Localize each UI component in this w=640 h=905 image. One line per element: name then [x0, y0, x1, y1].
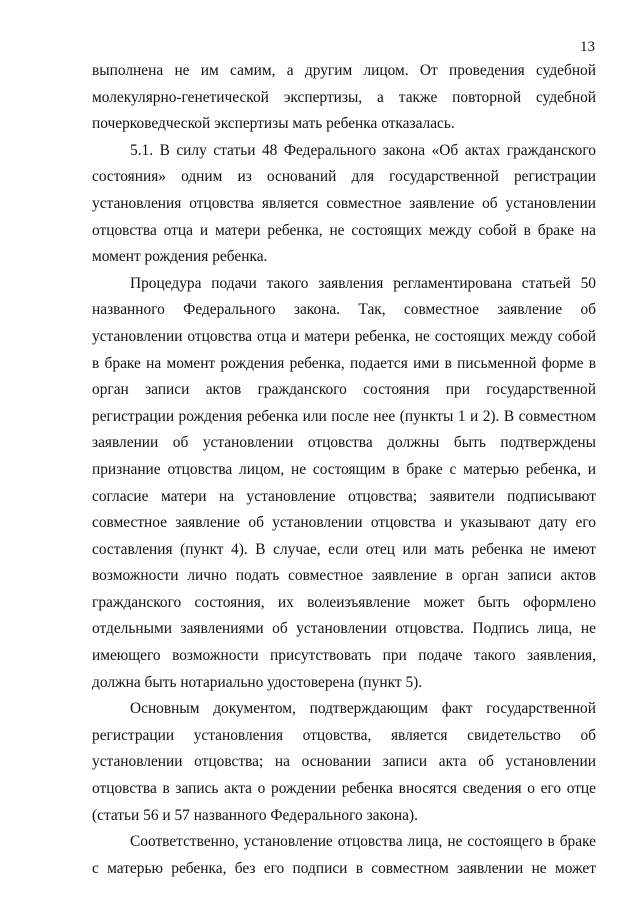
text-line: должна быть нотариально удостоверена (пункт 5).	[92, 673, 423, 691]
text-line: отдельными заявлениями об установлении отцовства. Подпись лица, не	[92, 620, 596, 638]
text-line: заявлении об установлении отцовства должны быть подтверждены	[92, 434, 596, 452]
text-line: названного Федерального закона. Так, совместное заявление об	[92, 301, 596, 319]
text-line: регистрации установления отцовства, является свидетельство об	[92, 726, 596, 744]
text-line: составления (пункт 4). В случае, если отец или мать ребенка не имеют	[92, 540, 596, 558]
text-line: орган записи актов гражданского состояния при государственной	[92, 381, 596, 399]
text-line: установлении отцовства отца и матери ребенка, не состоящих между собой	[92, 327, 596, 345]
text-line: с матерью ребенка, без его подписи в совместном заявлении не может	[92, 859, 596, 877]
text-line: отцовства отца и матери ребенка, не состоящих между собой в браке на	[92, 221, 596, 239]
text-line: Основным документом, подтверждающим факт государственной	[130, 700, 596, 718]
page-number: 13	[580, 39, 595, 55]
text-line: (статьи 56 и 57 названного Федерального закона).	[92, 806, 418, 824]
text-line: почерковедческой экспертизы мать ребенка отказалась.	[92, 115, 455, 133]
text-line: согласие матери на установление отцовства; заявители подписывают	[92, 487, 596, 505]
paragraph	[92, 58, 596, 138]
text-line: гражданского состояния, их волеизъявление может быть оформлено	[92, 593, 596, 611]
text-line: момент рождения ребенка.	[92, 248, 268, 266]
text-line: установлении отцовства; на основании записи акта об установлении	[92, 753, 596, 771]
text-line: установления отцовства является совместное заявление об установлении	[92, 194, 596, 212]
paragraph	[92, 138, 596, 271]
text-line: в браке на момент рождения ребенка, подается ими в письменной форме в	[92, 354, 596, 372]
text-line: возможности лично подать совместное заявление в орган записи актов	[92, 567, 596, 585]
text-line: имеющего возможности присутствовать при подаче такого заявления,	[92, 647, 596, 665]
text-line: отцовства в запись акта о рождении ребенка вносятся сведения о его отце	[92, 780, 596, 798]
text-line: совместное заявление об установлении отцовства и указывают дату его	[92, 514, 596, 532]
paragraph	[92, 829, 596, 882]
document-body	[92, 58, 596, 882]
text-line: молекулярно-генетической экспертизы, а также повторной судебной	[92, 88, 596, 106]
text-line: признание отцовства лицом, не состоящим в браке с матерью ребенка, и	[92, 460, 596, 478]
text-line: Процедура подачи такого заявления регламентирована статьей 50	[130, 274, 596, 292]
paragraph	[92, 696, 596, 829]
text-line: регистрации рождения ребенка или после нее (пункты 1 и 2). В совместном	[92, 407, 596, 425]
text-line: Соответственно, установление отцовства лица, не состоящего в браке	[130, 833, 596, 851]
text-line: состояния» одним из оснований для государственной регистрации	[92, 168, 596, 186]
text-line: 5.1. В силу статьи 48 Федерального закона «Об актах гражданского	[130, 141, 596, 159]
paragraph	[92, 271, 596, 697]
text-line: выполнена не им самим, а другим лицом. От проведения судебной	[92, 62, 596, 79]
